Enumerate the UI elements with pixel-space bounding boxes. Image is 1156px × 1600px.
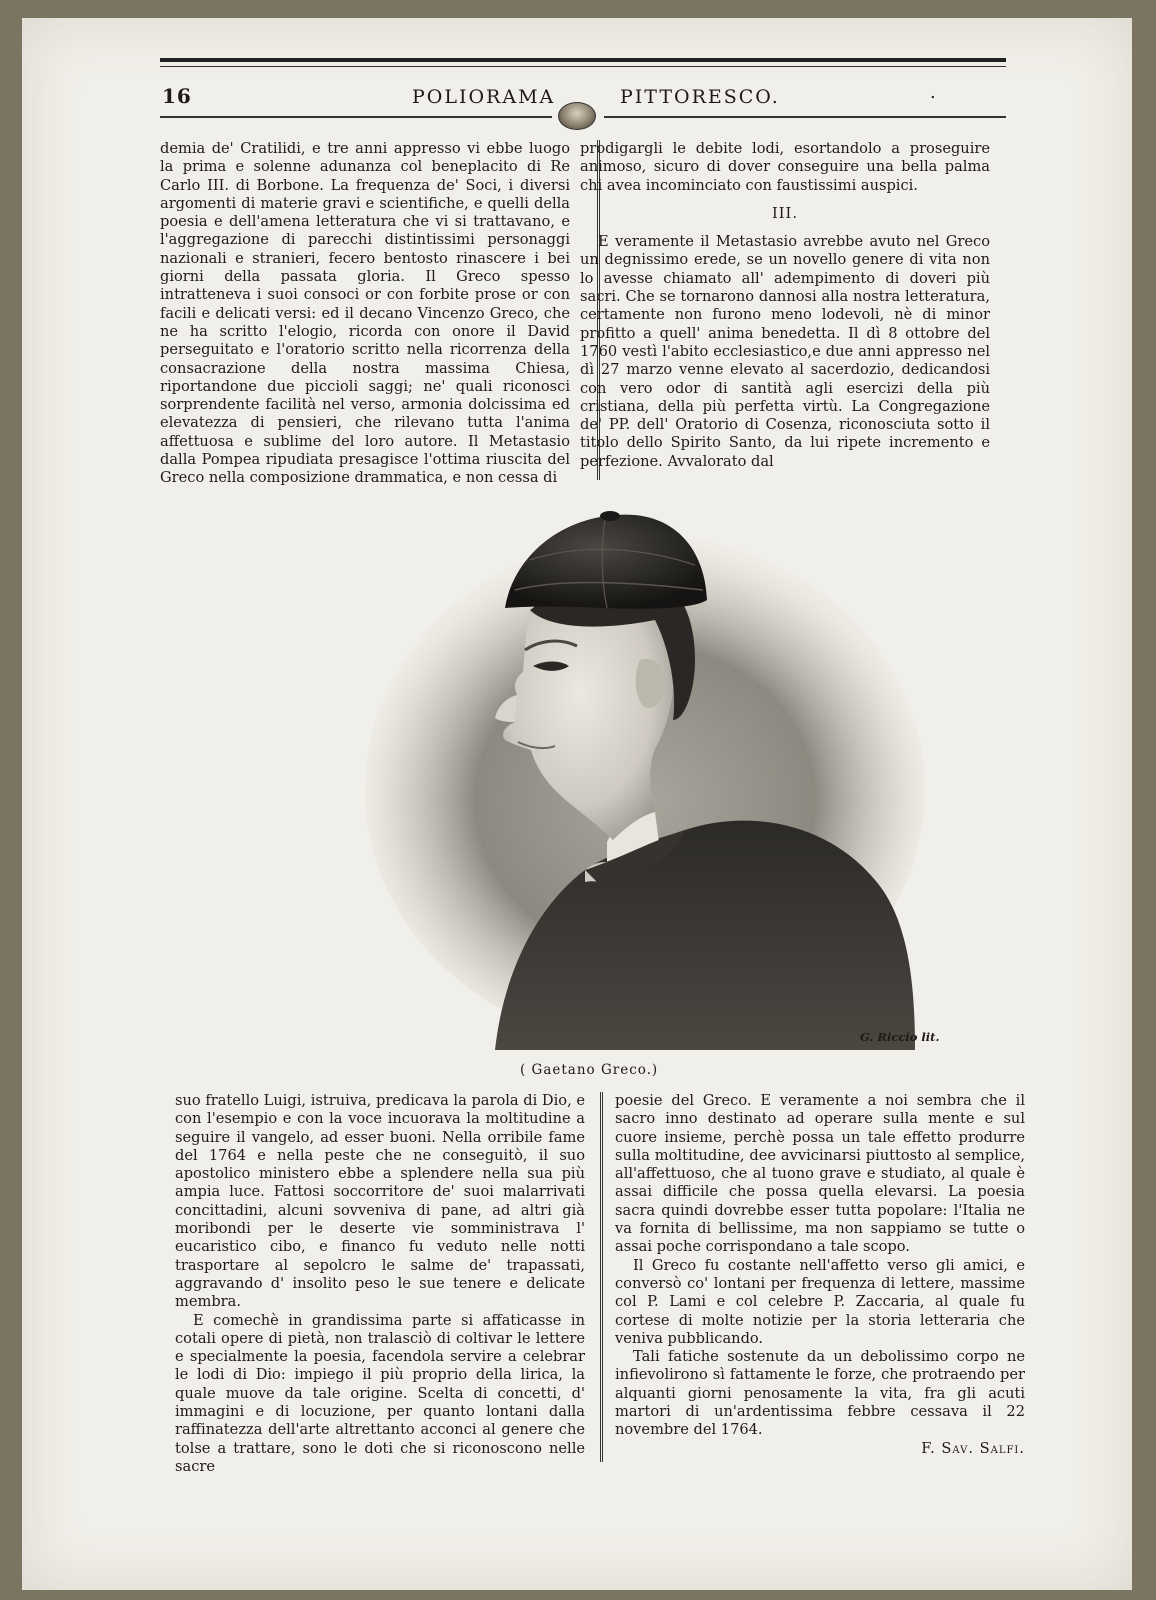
lithographer-credit: G. Riccio lit.	[860, 1030, 940, 1044]
journal-title-right: PITTORESCO.	[620, 86, 780, 108]
bottom-left-paragraph-1: suo fratello Luigi, istruiva, predicava la parola di Dio, e con l'esempio e con la voce incuorava la moltitudine a seguire il vangelo, ad esser buoni. Nella orribile fame del 1764 e nella peste che ne conseguitò, il suo apostolico ministero ebbe a splendere nella sua più ampia luce. Fattosi soccorritore de' suoi malarrivati concittadini, alcuni sovveniva di pane, ad altri già moribondi per le deserte vie somministrava l' eucaristico cibo, e financo fu veduto nelle notti trasportare al sepolcro le salme de' trapassati, aggravando d' insolito peso le sue tenere e delicate membra.	[175, 1092, 585, 1311]
bottom-right-column	[615, 1092, 1025, 1458]
section-heading: III.	[772, 204, 798, 222]
portrait-engraving	[355, 490, 925, 1050]
portrait-illustration	[355, 490, 925, 1050]
column-divider-bottom	[600, 1092, 603, 1462]
top-right-paragraph-2: E veramente il Metastasio avrebbe avuto nel Greco un degnissimo erede, se un novello genere di vita non lo avesse chiamato all' adempimento di doveri più sacri. Che se tornarono dannosi alla nostra letteratura, certamente non furono meno lodevoli, nè di minor profitto a quell' anima benedetta. Il dì 8 ottobre del 1760 vestì l'abito ecclesiastico,e due anni appresso nel dì 27 marzo venne elevato al sacerdozio, dedicandosi con vero odor di santità agli esercizi della più cristiana, della più perfetta virtù. La Congregazione de' PP. dell' Oratorio di Cosenza, riconosciuta sotto il titolo dello Spirito Santo, da lui ripete incremento e perfezione. Avvalorato dal	[580, 233, 990, 470]
header-thin-rule	[160, 66, 1006, 67]
top-left-paragraph: demia de' Cratilidi, e tre anni appresso vi ebbe luogo la prima e solenne adunanza col beneplacito di Re Carlo III. di Borbone. La frequenza de' Soci, i diversi argomenti di materie gravi e scientifiche, e quelli della poesia e dell'amena letteratura che vi si trattavano, e l'aggregazione di parecchi distintissimi personaggi nazionali e stranieri, fecero bentosto rinascere i bei giorni della passata gloria. Il Greco spesso intratteneva i suoi consoci or con forbite prose or con facili e delicati versi: ed il decano Vincenzo Greco, che ne ha scritto l'elogio, ricorda con onore il David perseguitato e l'oratorio scritto nella ricorrenza della consacrazione della nostra massima Chiesa, riportandone due piccioli saggi; ne' quali riconosci sorprendente facilità nel verso, armonia dolcissima ed elevatezza di pensieri, che rilevano tutta l'anima affettuosa e sublime del loro autore. Il Metastasio dalla Pompea ripudiata presagisce l'ottima riuscita del Greco nella composizione drammatica, e non cessa di	[160, 140, 570, 487]
header-bottom-rule-left	[160, 116, 552, 118]
bottom-right-paragraph-3: Tali fatiche sostenute da un debolissimo corpo ne infievolirono sì fattamente le forze, che protraendo per alquanti giorni penosamente la vita, fra gli acuti martori di un'ardentissima febbre cessava il 22 novembre del 1764.	[615, 1348, 1025, 1439]
portrait-caption: ( Gaetano Greco.)	[520, 1062, 659, 1078]
author-signature: F. Sav. Salfi.	[921, 1439, 1025, 1457]
journal-title-left: POLIORAMA	[412, 86, 556, 108]
globe-ornament-icon	[558, 102, 596, 130]
top-right-column	[580, 140, 990, 471]
top-left-column	[160, 140, 570, 488]
top-right-paragraph-1: prodigargli le debite lodi, esortandolo a proseguire animoso, sicuro di dover conseguire una bella palma chi avea incominciato con faustissimi auspici.	[580, 140, 990, 194]
page-header	[160, 58, 1006, 128]
header-dot: .	[930, 82, 936, 103]
bottom-right-paragraph-1: poesie del Greco. E veramente a noi sembra che il sacro inno destinato ad operare sulla mente e sul cuore insieme, perchè possa un tale effetto produrre sulla moltitudine, dee avvicinarsi piuttosto al semplice, all'affettuoso, che al tuono grave e studiato, al quale è assai difficile che possa quella elevarsi. La poesia sacra quindi dovrebbe esser tutta popolare: l'Italia ne va fornita di bellissime, ma non sappiamo se tutte o assai poche corrispondano a tale scopo.	[615, 1092, 1025, 1256]
bottom-right-paragraph-2: Il Greco fu costante nell'affetto verso gli amici, e conversò co' lontani per frequenza di lettere, massime col P. Lami e col celebre P. Zaccaria, al quale fu cortese di molte notizie per la storia letteraria che veniva pubblicando.	[615, 1256, 1025, 1347]
header-thick-rule	[160, 58, 1006, 62]
bottom-left-paragraph-2: E comechè in grandissima parte si affaticasse in cotali opere di pietà, non tralasciò di coltivar le lettere e specialmente la poesia, facendola servire a celebrar le lodi di Dio: impiego il più proprio della lirica, la quale muove da tale origine. Scelta di concetti, d' immagini e di locuzione, per quanto lontani dalla raffinatezza dell'arte altrettanto acconci al genere che tolse a trattare, sono le doti che si riconoscono nelle sacre	[175, 1311, 585, 1475]
header-bottom-rule-right	[604, 116, 1006, 118]
page-number: 16	[162, 84, 192, 108]
bottom-left-column	[175, 1092, 585, 1476]
